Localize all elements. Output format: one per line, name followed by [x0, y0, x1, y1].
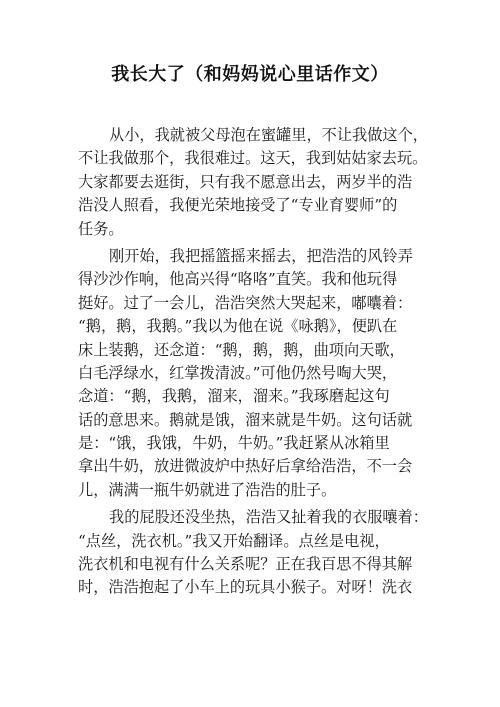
text-line: 任务。 [78, 219, 124, 238]
text-line: 是：“饿，我饿，牛奶，牛奶。”我赶紧从冰箱里 [78, 434, 390, 453]
text-line: 挺好。过了一会儿，浩浩突然大哭起来，嘟囔着： [78, 293, 413, 312]
text-line: 从小，我就被父母泡在蜜罐里，不让我做这个， [109, 126, 428, 144]
text-line: 浩没人照看，我便光荣地接受了“专业育婴师”的 [78, 196, 398, 215]
text-line: 时，浩浩抱起了小车上的玩具小猴子。对呀！洗衣 [78, 578, 413, 597]
text-line: 大家都要去逛街，只有我不愿意出去，两岁半的浩 [78, 172, 413, 191]
text-line: “鹅，鹅，我鹅。”我以为他在说《咏鹅》，便趴在 [78, 317, 398, 336]
text-line: “点丝，洗衣机。”我又开始翻译。点丝是电视， [78, 531, 390, 550]
text-line: 床上装鹅，还念道：“鹅，鹅，鹅，曲项向天歌， [78, 340, 405, 359]
paragraph-2 [78, 245, 428, 502]
document-body [78, 124, 428, 600]
text-line: 白毛浮绿水，红掌拨清波。”可他仍然号啕大哭， [78, 363, 398, 382]
text-line: 儿，满满一瓶牛奶就进了浩浩的肚子。 [78, 480, 337, 499]
text-line: 不让我做那个，我很难过。这天，我到姑姑家去玩。 [78, 149, 428, 168]
text-line: 得沙沙作响，他高兴得“咯咯”直笑。我和他玩得 [78, 270, 398, 289]
document-title: 我长大了（和妈妈说心里话作文） [111, 64, 389, 85]
text-line: 我的屁股还没坐热，浩浩又扯着我的衣服嚷着： [109, 508, 428, 527]
text-line: 刚开始，我把摇篮摇来摇去，把浩浩的风铃弄 [109, 246, 413, 265]
paragraph-3 [78, 506, 428, 600]
text-line: 念道：“鹅，我鹅，溜来，溜来。”我琢磨起这句 [78, 387, 390, 406]
text-line: 洗衣机和电视有什么关系呢？正在我百思不得其解 [78, 555, 413, 574]
text-line: 话的意思来。鹅就是饿，溜来就是牛奶。这句话就 [78, 410, 413, 429]
text-line: 拿出牛奶，放进微波炉中热好后拿给浩浩，不一会 [78, 457, 413, 476]
paragraph-1 [78, 124, 428, 241]
